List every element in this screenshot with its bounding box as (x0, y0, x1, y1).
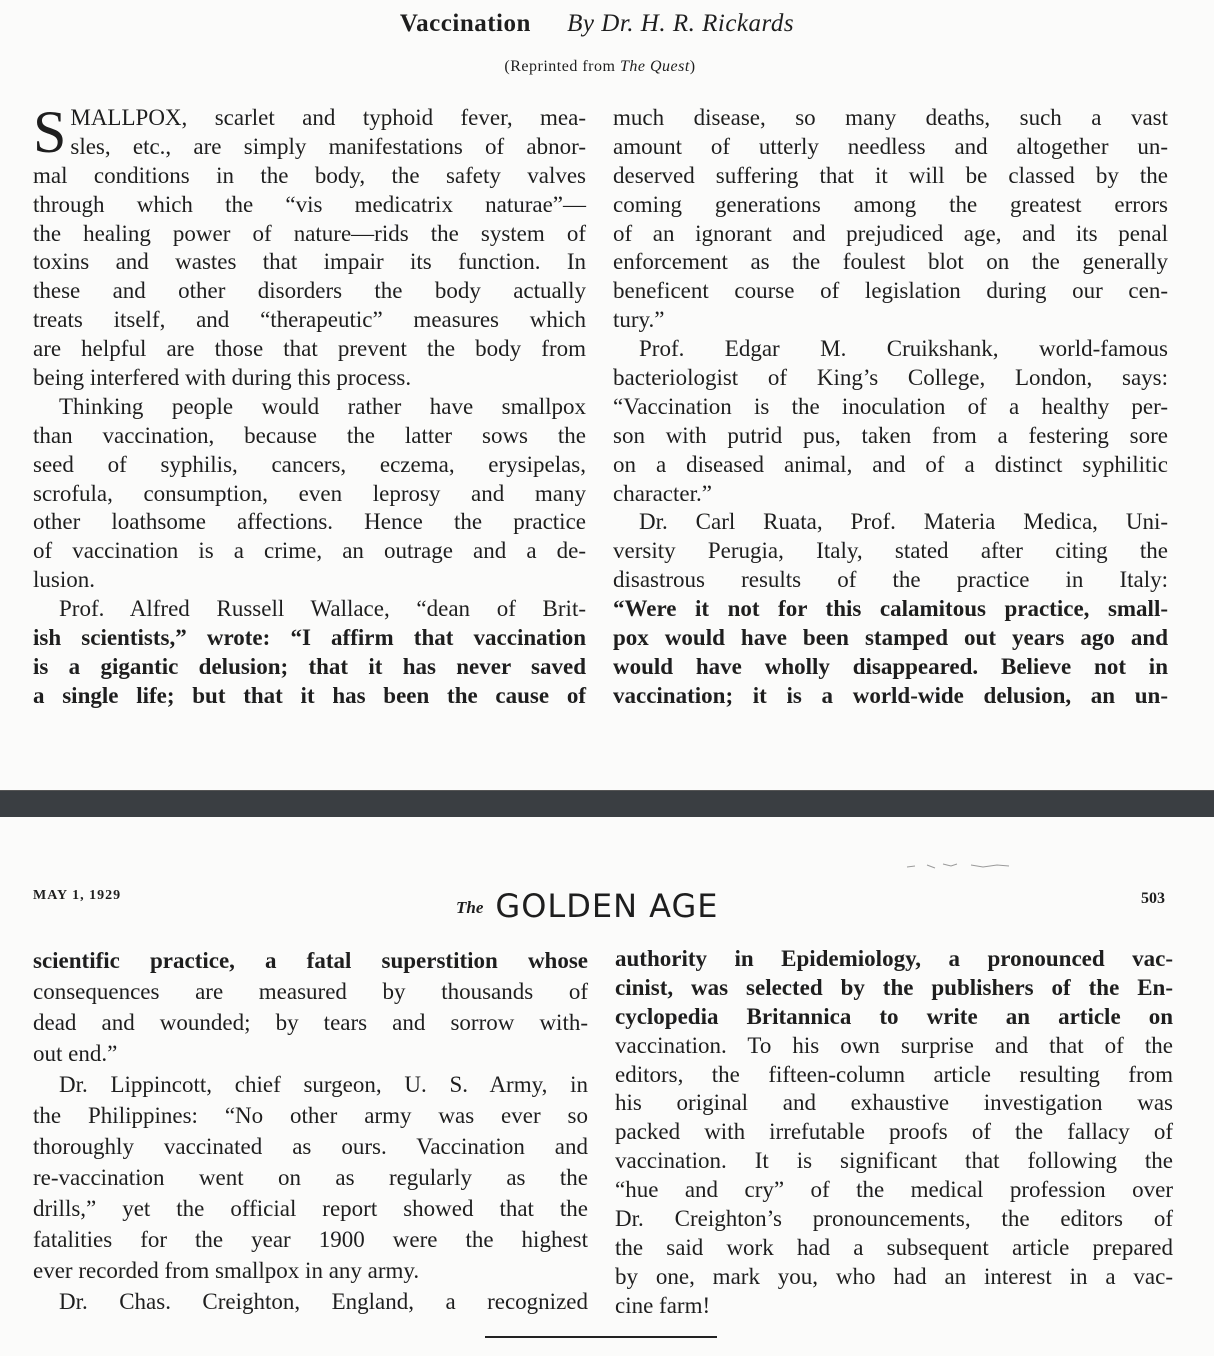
drop-cap: S (33, 99, 67, 165)
text-line: the said work had a subsequent article prepared (615, 1234, 1173, 1260)
text-line: ish scientists,” wrote: “I affirm that vaccination (33, 625, 586, 651)
article-title-text: Vaccination (399, 10, 531, 37)
text-line: his original and exhaustive investigation was (615, 1090, 1173, 1116)
bottom-page (0, 817, 1214, 1356)
text-line: Dr. Lippincott, chief surgeon, U. S. Army, in (59, 1072, 588, 1097)
text-line: of an ignorant and prejudiced age, and its penal (613, 220, 1168, 246)
text-line: of vaccination is a crime, an outrage and a de- (33, 538, 586, 564)
top-left-column (33, 99, 586, 711)
text-line: vaccination; it is a world-wide delusion, an un- (613, 682, 1168, 708)
text-line: lusion. (33, 567, 95, 593)
text-line: authority in Epidemiology, a pronounced vac- (615, 946, 1173, 971)
text-line: toxins and wastes that impair its function. In (33, 249, 586, 275)
reprint-source: The Quest (619, 58, 690, 75)
text-line: drills,” yet the official report showed that the (33, 1196, 588, 1221)
reprint-prefix: (Reprinted from (504, 58, 620, 75)
text-line: amount of utterly needless and altogether un- (613, 133, 1168, 159)
text-line: Prof. Alfred Russell Wallace, “dean of Brit- (59, 596, 586, 622)
text-line: thoroughly vaccinated as ours. Vaccination and (33, 1134, 588, 1159)
text-line: deserved suffering that it will be classed by the (613, 162, 1168, 188)
text-line: the healing power of nature—rids the system of (33, 220, 586, 246)
text-line: would have wholly disappeared. Believe not in (613, 653, 1168, 679)
text-line: Dr. Creighton’s pronouncements, the editors of (615, 1206, 1173, 1232)
text-line: on a diseased animal, and of a distinct syphilitic (613, 451, 1168, 477)
text-line: versity Perugia, Italy, stated after citing the (613, 538, 1168, 564)
top-right-column (613, 104, 1168, 711)
text-line: vaccination. To his own surprise and that of the (615, 1032, 1173, 1058)
text-line: mal conditions in the body, the safety valves (33, 162, 586, 188)
text-line: beneficent course of legislation during our cen- (613, 278, 1168, 304)
text-line: vaccination. It is significant that following the (615, 1148, 1173, 1174)
text-line: is a gigantic delusion; that it has never saved (33, 653, 586, 679)
page-number: 503 (1141, 890, 1165, 907)
text-line: the Philippines: “No other army was ever so (33, 1103, 588, 1128)
ink-smudge (905, 859, 1015, 873)
text-line: “Vaccination is the inoculation of a healthy per- (613, 393, 1168, 419)
text-line: by one, mark you, who had an interest in a vac- (615, 1263, 1173, 1289)
text-line: much disease, so many deaths, such a vast (613, 105, 1168, 130)
text-line: are helpful are those that prevent the body from (33, 336, 586, 362)
text-line: scrofula, consumption, even leprosy and many (33, 480, 586, 506)
text-line: “Were it not for this calamitous practice, small- (613, 596, 1168, 622)
text-line: re-vaccination went on as regularly as the (33, 1165, 588, 1190)
text-line: fatalities for the year 1900 were the highest (33, 1227, 588, 1252)
bottom-left-column (33, 945, 588, 1317)
text-line: a single life; but that it has been the cause of (33, 682, 586, 708)
text-line: packed with irrefutable proofs of the fallacy of (615, 1119, 1173, 1145)
end-rule (485, 1336, 717, 1338)
text-line: these and other disorders the body actually (33, 278, 586, 304)
text-line: sles, etc., are simply manifestations of abnor- (70, 133, 586, 159)
text-line: editors, the fifteen-column article resulting from (615, 1061, 1173, 1087)
running-date: MAY 1, 1929 (33, 888, 122, 903)
page-separator (0, 790, 1214, 819)
text-line: tury.” (613, 307, 665, 333)
reprint-suffix: ) (689, 58, 696, 75)
text-line: out end.” (33, 1041, 118, 1066)
text-line: Dr. Carl Ruata, Prof. Materia Medica, Uni- (639, 509, 1168, 535)
text-line: dead and wounded; by tears and sorrow with- (33, 1010, 588, 1035)
text-line: cinist, was selected by the publishers of the En- (615, 974, 1173, 1000)
text-line: coming generations among the greatest errors (613, 191, 1168, 217)
text-line: Prof. Edgar M. Cruikshank, world-famous (639, 336, 1168, 362)
text-line: enforcement as the foulest blot on the generally (613, 249, 1168, 275)
masthead (456, 887, 719, 925)
text-line: cyclopedia Britannica to write an article on (615, 1003, 1173, 1029)
bottom-right-column (615, 945, 1173, 1321)
text-line: consequences are measured by thousands of (33, 979, 588, 1004)
text-line: bacteriologist of King’s College, London, says: (613, 365, 1168, 391)
text-line: ever recorded from smallpox in any army. (33, 1258, 420, 1283)
text-line: other loathsome affections. Hence the practice (33, 509, 586, 535)
text-line: pox would have been stamped out years ago and (613, 625, 1168, 651)
masthead-the: The (456, 898, 484, 917)
text-line: scientific practice, a fatal superstition whose (33, 948, 588, 973)
text-line: son with putrid pus, taken from a festering sore (613, 422, 1168, 448)
text-line: being interfered with during this process. (33, 365, 412, 391)
text-line: Dr. Chas. Creighton, England, a recognized (59, 1289, 588, 1314)
text-line: Thinking people would rather have smallpox (59, 393, 586, 419)
text-line: seed of syphilis, cancers, eczema, erysipelas, (33, 451, 586, 477)
text-line: treats itself, and “therapeutic” measures which (33, 307, 586, 333)
text-line: MALLPOX, scarlet and typhoid fever, mea- (70, 105, 586, 130)
text-line: disastrous results of the practice in Italy: (613, 567, 1168, 593)
article-byline: By Dr. H. R. Rickards (567, 10, 795, 37)
text-line: through which the “vis medicatrix naturae”— (33, 191, 586, 217)
text-line: cine farm! (615, 1292, 711, 1318)
reprint-note (0, 58, 1200, 76)
masthead-name: GOLDEN AGE (495, 887, 719, 925)
text-line: “hue and cry” of the medical profession over (615, 1177, 1173, 1203)
text-line: character.” (613, 480, 712, 506)
article-title (0, 10, 1194, 38)
text-line: than vaccination, because the latter sows the (33, 422, 586, 448)
